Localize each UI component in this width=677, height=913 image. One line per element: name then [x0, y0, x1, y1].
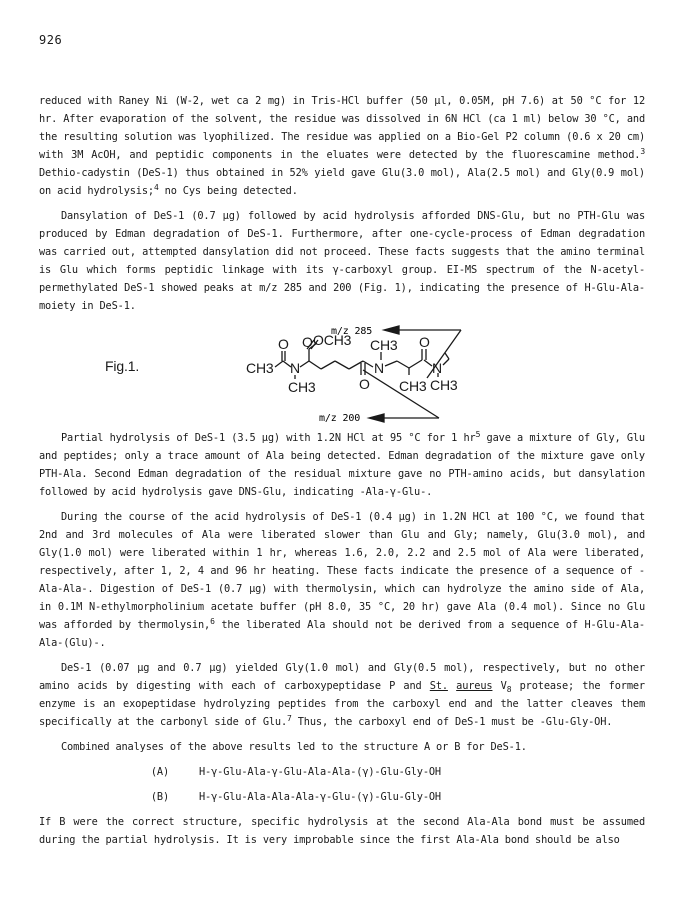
nitrogen-label: N	[374, 360, 384, 376]
page-number: 926	[39, 33, 63, 47]
oxygen-label: O	[302, 334, 313, 350]
structure-diagram	[39, 317, 645, 429]
ch3-label: CH3	[288, 379, 316, 395]
ch3-label: CH3	[399, 378, 427, 394]
figure-caption: Fig.1.	[105, 358, 140, 374]
citation-7: 7	[287, 714, 292, 723]
structure-b: (B) H-γ-Glu-Ala-Ala-Ala-γ-Glu-(γ)-Glu-Gly-OH	[150, 791, 441, 803]
ch3-label: CH3	[430, 377, 458, 393]
paragraph-1: reduced with Raney Ni (W-2, wet ca 2 mg) in Tris-HCl buffer (50 μl, 0.05M, pH 7.6) at 50 °C for 12 hr. After evaporation of the solvent, the residue was dissolved in 6N HCl (ca 1 ml) below 30 °C, and the resulting solution was lyophilized. The residue was applied on a Bio-Gel P2 column (0.6 x 20 cm) with 3M AcOH, and peptidic components in the eluates were detected by the fluorescamine method.$^3$ Dethio-cadystin (DeS-1) thus obtained in 52% yield gave Glu(3.0 mol), Ala(2.5 mol) and Gly(0.9 mol) on acid hydrolysis;$^4$ no Cys being detected.	[39, 95, 645, 197]
mz-200-label: m/z 200	[319, 413, 361, 424]
paragraph-7: If B were the correct structure, specific hydrolysis at the second Ala-Ala bond must be assumed during the partial hydrolysis. It is very improbable since the first Ala-Ala bond should be also	[39, 816, 645, 846]
och3-label: OCH3	[313, 332, 352, 348]
oxygen-label: O	[278, 336, 289, 352]
mz-285-label: m/z 285	[331, 326, 373, 337]
figure-1	[39, 317, 645, 429]
nitrogen-label: N	[432, 360, 442, 376]
paragraph-2: Dansylation of DeS-1 (0.7 μg) followed by acid hydrolysis afforded DNS-Glu, but no PTH-Glu was produced by Edman degradation of DeS-1. Furthermore, after one-cycle-process of Edman degradation was carried out, attempted dansylation did not proceed. These facts suggests that the amino terminal is Glu which forms peptidic linkage with its γ-carboxyl group. EI-MS spectrum of the N-acetyl-permethylated DeS-1 showed peaks at m/z 285 and 200 (Fig. 1), indicating the presence of H-Glu-Ala- moiety in DeS-1.	[39, 210, 645, 312]
paragraph-6: Combined analyses of the above results led to the structure A or B for DeS-1.	[61, 741, 527, 753]
nitrogen-label: N	[290, 360, 300, 376]
citation-3: 3	[640, 147, 645, 156]
citation-4: 4	[153, 183, 159, 192]
ch3-label: CH3	[246, 360, 274, 376]
oxygen-label: O	[419, 334, 430, 350]
citation-5: 5	[475, 430, 481, 439]
paragraph-5: DeS-1 (0.07 μg and 0.7 μg) yielded Gly(1.0 mol) and Gly(0.5 mol), respectively, but no other amino acids by digesting with each of carboxypeptidase P and St. aureus $V_8$ protease; the former enzyme is an exopeptidase hydrolyzing peptides from the carboxyl end and the latter cleaves them specifically at the carbonyl side of Glu.$^7$ Thus, the carboxyl end of DeS-1 must be -Glu-Gly-OH.	[39, 662, 645, 728]
article-body	[39, 92, 645, 849]
paragraph-4: During the course of the acid hydrolysis of DeS-1 (0.4 μg) in 1.2N HCl at 100 °C, we found that 2nd and 3rd molecules of Ala were liberated slower than Glu and Gly; namely, Glu(3.0 mol), and Gly(1.0 mol) were liberated within 1 hr, whereas 1.6, 2.0, 2.2 and 2.5 mol of Ala were liberated, respectively, after 1, 2, 4 and 96 hr heating. These facts indicate the presence of a sequence of -Ala-Ala-. Digestion of DeS-1 (0.7 μg) with thermolysin, which can hydrolyze the amino side of Ala, in 0.1M N-ethylmorpholinium acetate buffer (pH 8.0, 35 °C, 20 hr) gave Ala (0.4 mol). Since no Glu was afforded by thermolysin,$^6$ the liberated Ala should not be derived from a sequence of H-Glu-Ala-Ala-(Glu)-.	[39, 511, 645, 649]
structure-a: (A) H-γ-Glu-Ala-γ-Glu-Ala-Ala-(γ)-Glu-Gly-OH	[150, 766, 441, 778]
oxygen-label: O	[359, 376, 370, 392]
citation-6: 6	[210, 617, 215, 626]
paragraph-3: Partial hydrolysis of DeS-1 (3.5 μg) with 1.2N HCl at 95 °C for 1 $hr^5$ gave a mixture of Gly, Glu and peptides; only a trace amount of Ala being detected. Edman degradation of the mixture gave only PTH-Ala. Second Edman degradation of the residual mixture gave no PTH-amino acids, but dansylation followed by acid hydrolysis gave DNS-Glu, indicating -Ala-γ-Glu-.	[39, 430, 645, 498]
ch3-label: CH3	[370, 337, 398, 353]
